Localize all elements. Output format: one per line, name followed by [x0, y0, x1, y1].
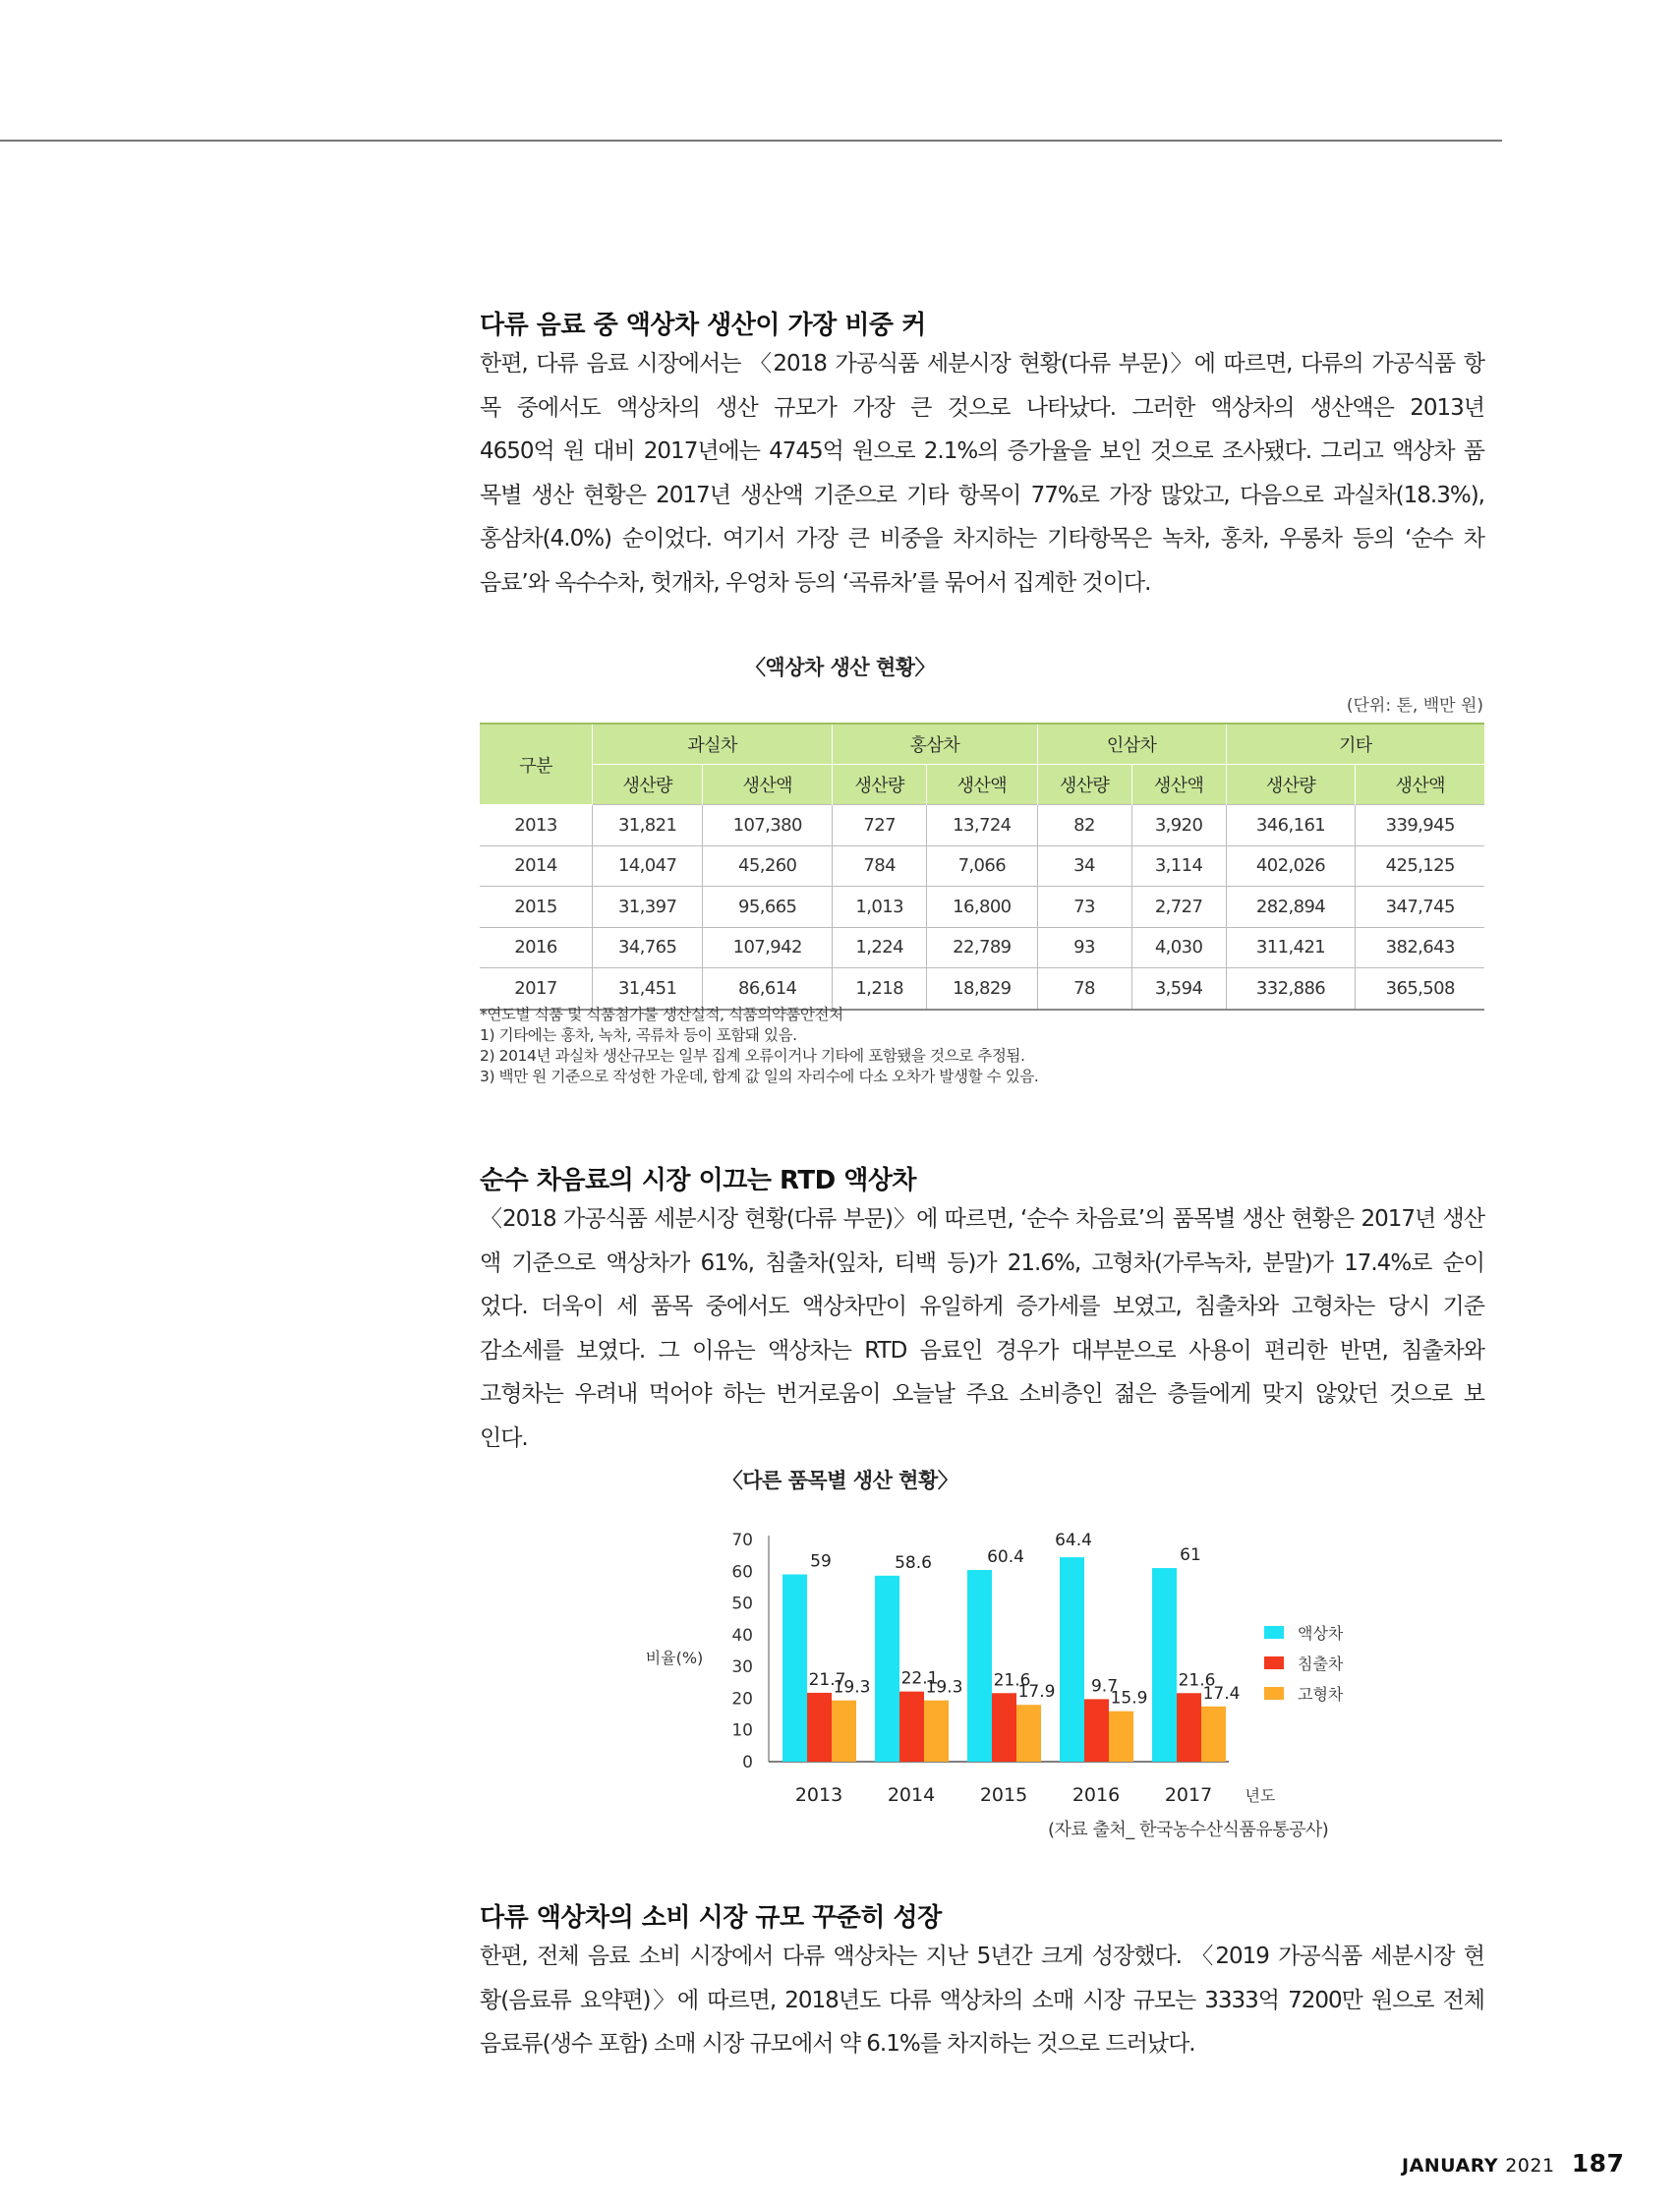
data-label: 21.6	[993, 1670, 1031, 1691]
table-subheader: 생산액	[1131, 765, 1226, 805]
paragraph-line: 목별 생산 현황은 2017년 생산액 기준으로 기타 항목이 77%로 가장 많았고, 다음으로 과실차(18.3%),	[480, 482, 1484, 508]
data-label: 21.6	[1178, 1670, 1216, 1691]
table-group-header: 과실차	[593, 724, 833, 765]
table-cell: 4,030	[1131, 927, 1226, 968]
table-cell: 107,380	[703, 805, 833, 846]
paragraph-line: 한편, 다류 음료 시장에서는 〈2018 가공식품 세분시장 현황(다류 부문)〉에 따르면, 다류의 가공식품 항	[480, 351, 1484, 377]
y-tick-label: 70	[731, 1531, 753, 1550]
bar-고형차	[924, 1701, 949, 1762]
table-cell: 425,125	[1356, 845, 1484, 887]
legend-label: 고형차	[1298, 1685, 1344, 1704]
legend-label: 액상차	[1298, 1624, 1344, 1643]
table-note: 2) 2014년 과실차 생산규모는 일부 집계 오류이거나 기타에 포함됐을 것으로 추정됨.	[480, 1047, 1025, 1065]
table-cell: 93	[1037, 927, 1131, 968]
table-cell: 31,451	[593, 968, 703, 1010]
table-subheader: 생산량	[833, 765, 927, 805]
x-tick-label: 2017	[1164, 1784, 1213, 1806]
data-label: 9.7	[1090, 1676, 1119, 1697]
bar-액상차	[782, 1575, 807, 1762]
bar-침출차	[1177, 1693, 1201, 1762]
table-year-cell: 2013	[480, 805, 593, 846]
x-axis-label: 년도	[1245, 1786, 1276, 1805]
table-cell: 3,594	[1131, 968, 1226, 1010]
section-heading-3: 다류 액상차의 소비 시장 규모 꾸준히 성장	[480, 1903, 942, 1933]
paragraph-line: 었다. 더욱이 세 품목 중에서도 액상차만이 유일하게 증가세를 보였고, 침출차와 고형차는 당시 기준	[480, 1294, 1484, 1319]
paragraph-line: 인다.	[480, 1424, 528, 1451]
y-tick-label: 50	[731, 1594, 753, 1614]
table-subheader: 생산액	[703, 765, 833, 805]
table-group-header: 기타	[1226, 724, 1484, 765]
table-caption: 〈액상차 생산 현황〉	[744, 656, 936, 679]
paragraph-line: 음료’와 옥수수차, 헛개차, 우엉차 등의 ‘곡류차’를 묶어서 집계한 것이다.	[480, 569, 1151, 596]
data-label: 19.3	[833, 1677, 871, 1698]
table-cell: 78	[1037, 968, 1131, 1010]
table-cell: 7,066	[927, 845, 1037, 887]
table-cell: 346,161	[1226, 805, 1356, 846]
table-cell: 82	[1037, 805, 1131, 846]
bar-침출차	[899, 1692, 924, 1762]
table-note: *연도별 식품 및 식품첨가물 생산실적, 식품의약품안전처	[480, 1006, 843, 1023]
paragraph-line: 목 중에서도 액상차의 생산 규모가 가장 큰 것으로 나타났다. 그러한 액상차의 생산액은 2013년	[480, 394, 1484, 421]
footer-year: 2021	[1505, 2155, 1555, 2177]
y-tick-label: 10	[731, 1720, 753, 1741]
table-cell: 34,765	[593, 927, 703, 968]
table-cell: 1,224	[833, 927, 927, 968]
table-subheader: 생산액	[1356, 765, 1484, 805]
table-subheader: 생산량	[593, 765, 703, 805]
table-cell: 332,886	[1226, 968, 1356, 1010]
table-cell: 45,260	[703, 845, 833, 887]
bar-침출차	[992, 1693, 1016, 1762]
table-cell: 14,047	[593, 845, 703, 887]
table-cell: 107,942	[703, 927, 833, 968]
table-cell: 31,397	[593, 887, 703, 928]
table-cell: 365,508	[1356, 968, 1484, 1010]
table-subheader: 생산량	[1226, 765, 1356, 805]
data-label: 58.6	[895, 1552, 932, 1573]
y-tick-label: 20	[731, 1689, 753, 1710]
data-label: 21.7	[808, 1669, 846, 1690]
legend-label: 침출차	[1298, 1655, 1344, 1673]
bar-액상차	[875, 1576, 899, 1762]
section-heading-1: 다류 음료 중 액상차 생산이 가장 비중 커	[480, 311, 926, 340]
legend-swatch	[1264, 1656, 1284, 1669]
table-cell: 311,421	[1226, 927, 1356, 968]
footer-month: JANUARY	[1402, 2155, 1499, 2177]
table-note: 1) 기타에는 홍차, 녹차, 곡류차 등이 포함돼 있음.	[480, 1026, 797, 1044]
page-number: 187	[1571, 2149, 1625, 2178]
table-cell: 382,643	[1356, 927, 1484, 968]
table-cell: 31,821	[593, 805, 703, 846]
x-tick-label: 2016	[1072, 1784, 1121, 1806]
data-label: 61	[1180, 1545, 1201, 1566]
table-cell: 95,665	[703, 887, 833, 928]
table-cell: 784	[833, 845, 927, 887]
paragraph-line: 4650억 원 대비 2017년에는 4745억 원으로 2.1%의 증가율을 보인 것으로 조사됐다. 그리고 액상차 품	[480, 438, 1484, 464]
data-label: 64.4	[1055, 1531, 1092, 1551]
data-label: 19.3	[925, 1677, 963, 1698]
bar-침출차	[807, 1693, 832, 1762]
table-cell: 347,745	[1356, 887, 1484, 928]
table-group-header: 홍삼차	[833, 724, 1037, 765]
table-cell: 402,026	[1226, 845, 1356, 887]
x-tick-label: 2014	[887, 1784, 936, 1806]
table-cell: 1,013	[833, 887, 927, 928]
bar-고형차	[832, 1701, 856, 1762]
table-subheader: 생산액	[927, 765, 1037, 805]
data-label: 22.1	[900, 1668, 939, 1689]
paragraph-line: 감소세를 보였다. 그 이유는 액상차는 RTD 음료인 경우가 대부분으로 사용이 편리한 반면, 침출차와	[480, 1337, 1484, 1364]
bar-고형차	[1016, 1705, 1041, 1762]
table-row-header: 구분	[480, 724, 593, 805]
data-label: 59	[810, 1551, 832, 1572]
paragraph-line: 〈2018 가공식품 세분시장 현황(다류 부문)〉에 따르면, ‘순수 차음료’의 품목별 생산 현황은 2017년 생산	[480, 1206, 1484, 1232]
legend-swatch	[1264, 1687, 1284, 1700]
data-label: 15.9	[1110, 1688, 1148, 1709]
table-cell: 13,724	[927, 805, 1037, 846]
table-cell: 282,894	[1226, 887, 1356, 928]
table-cell: 22,789	[927, 927, 1037, 968]
paragraph-line: 한편, 전체 음료 소비 시장에서 다류 액상차는 지난 5년간 크게 성장했다. 〈2019 가공식품 세분시장 현	[480, 1944, 1484, 1969]
data-label: 17.9	[1017, 1682, 1056, 1703]
paragraph-line: 홍삼차(4.0%) 순이었다. 여기서 가장 큰 비중을 차지하는 기타항목은 녹차, 홍차, 우롱차 등의 ‘순수 차	[480, 526, 1484, 552]
chart-source: (자료 출처_ 한국농수산식품유통공사)	[1048, 1820, 1329, 1840]
table-cell: 339,945	[1356, 805, 1484, 846]
table-year-cell: 2017	[480, 968, 593, 1010]
table-group-header: 인삼차	[1037, 724, 1226, 765]
x-tick-label: 2015	[979, 1784, 1028, 1806]
table-cell: 16,800	[927, 887, 1037, 928]
table-cell: 86,614	[703, 968, 833, 1010]
section-paragraph-3	[480, 1935, 1484, 2066]
bar-액상차	[967, 1570, 992, 1762]
y-tick-label: 0	[742, 1753, 753, 1772]
table-cell: 727	[833, 805, 927, 846]
x-tick-label: 2013	[794, 1784, 843, 1806]
table-subheader: 생산량	[1037, 765, 1131, 805]
y-tick-label: 60	[731, 1562, 753, 1583]
bar-고형차	[1109, 1712, 1133, 1762]
table-cell: 3,114	[1131, 845, 1226, 887]
table-cell: 34	[1037, 845, 1131, 887]
bar-고형차	[1201, 1707, 1226, 1762]
table-cell: 2,727	[1131, 887, 1226, 928]
table-cell: 1,218	[833, 968, 927, 1010]
bar-침출차	[1084, 1699, 1109, 1762]
data-label: 60.4	[987, 1546, 1024, 1567]
bar-액상차	[1060, 1557, 1084, 1762]
table-year-cell: 2016	[480, 927, 593, 968]
data-label: 17.4	[1202, 1683, 1241, 1704]
table-cell: 18,829	[927, 968, 1037, 1010]
y-tick-label: 40	[731, 1625, 753, 1646]
chart-caption: 〈다른 품목별 생산 현황〉	[722, 1469, 958, 1492]
paragraph-line: 황(음료류 요약편)〉에 따르면, 2018년도 다류 액상차의 소매 시장 규모는 3333억 7200만 원으로 전체	[480, 1987, 1484, 2013]
paragraph-line: 액 기준으로 액상차가 61%, 침출차(잎차, 티백 등)가 21.6%, 고형차(가루녹차, 분말)가 17.4%로 순이	[480, 1249, 1484, 1276]
legend-swatch	[1264, 1626, 1284, 1639]
table-cell: 73	[1037, 887, 1131, 928]
page-footer	[1402, 2149, 1624, 2178]
bar-액상차	[1152, 1568, 1177, 1762]
table-year-cell: 2015	[480, 887, 593, 928]
paragraph-line: 고형차는 우려내 먹어야 하는 번거로움이 오늘날 주요 소비층인 젊은 층들에게 맞지 않았던 것으로 보	[480, 1381, 1484, 1407]
paragraph-line: 음료류(생수 포함) 소매 시장 규모에서 약 6.1%를 차지하는 것으로 드러났다.	[480, 2031, 1195, 2057]
y-tick-label: 30	[731, 1657, 753, 1678]
section-heading-2: 순수 차음료의 시장 이끄는 RTD 액상차	[480, 1166, 917, 1195]
table-cell: 3,920	[1131, 805, 1226, 846]
y-axis-label: 비율(%)	[645, 1649, 704, 1667]
table-note: 3) 백만 원 기준으로 작성한 가운데, 합계 값 일의 자리수에 다소 오차가 발생할 수 있음.	[480, 1068, 1039, 1085]
table-year-cell: 2014	[480, 845, 593, 887]
table-unit: (단위: 톤, 백만 원)	[1346, 696, 1483, 716]
